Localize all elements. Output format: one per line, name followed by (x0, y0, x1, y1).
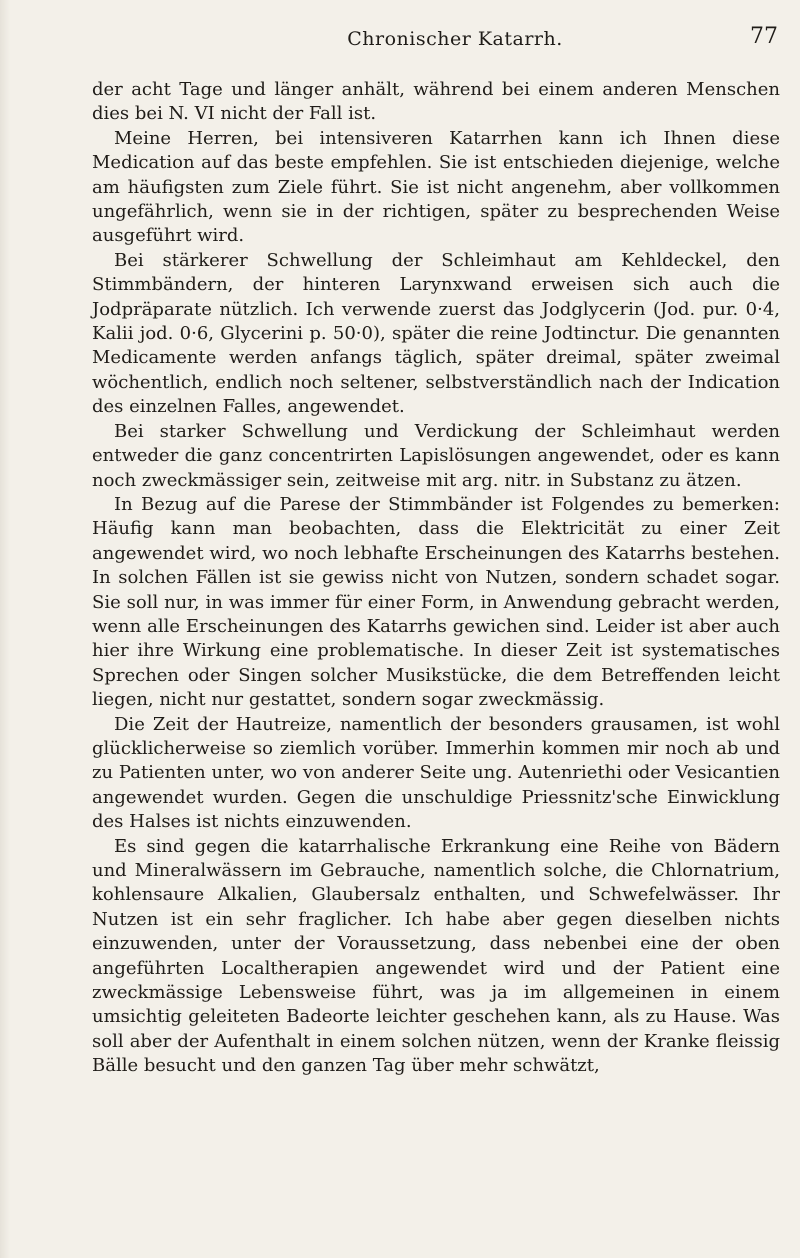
paragraph-medication: Meine Herren, bei intensiveren Katarrhen kann ich Ihnen diese Medication auf das beste empfehlen. Sie ist entschieden diejenige, welche am häufigsten zum Ziele führt. Sie ist nicht angenehm, aber vollkommen ungefährlich, wenn sie in der richtigen, später zu besprechenden Weise ausgeführt wird. (92, 127, 780, 247)
paragraph-lapisloesungen: Bei starker Schwellung und Verdickung der Schleimhaut werden entweder die ganz concentrirten Lapislösungen angewendet, oder es kann noch zweckmässiger sein, zeitweise mit arg. nitr. in Substanz zu ätzen. (92, 420, 780, 491)
running-title: Chronischer Katarrh. (347, 28, 563, 50)
paragraph-jod-praeparate: Bei stärkerer Schwellung der Schleimhaut am Kehldeckel, den Stimmbändern, der hinteren Larynxwand erweisen sich auch die Jodpräparate nützlich. Ich verwende zuerst das Jodglycerin (Jod. pur. 0·4, Kalii jod. 0·6, Glycerini p. 50·0), später die reine Jodtinctur. Die genannten Medicamente werden anfangs täglich, später dreimal, später zweimal wöchentlich, endlich noch seltener, selbstverständlich nach der Indication des einzelnen Falles, angewendet. (92, 249, 780, 418)
running-head (92, 24, 778, 58)
body-text (92, 78, 780, 1079)
page-number: 77 (750, 24, 778, 49)
paragraph-continuation: der acht Tage und länger anhält, während bei einem anderen Menschen dies bei N. VI nicht der Fall ist. (92, 79, 780, 125)
scan-edge-shadow (0, 0, 10, 1258)
paragraph-parese: In Bezug auf die Parese der Stimmbänder ist Folgendes zu bemerken: Häufig kann man beobachten, dass die Elektricität zu einer Zeit angewendet wird, wo noch lebhafte Erscheinungen des Katarrhs bestehen. In solchen Fällen ist sie gewiss nicht von Nutzen, sondern schadet sogar. Sie soll nur, in was immer für einer Form, in Anwendung gebracht werden, wenn alle Erscheinungen des Katarrhs gewichen sind. Leider ist aber auch hier ihre Wirkung eine problematische. In dieser Zeit ist systematisches Sprechen oder Singen solcher Musikstücke, die dem Betreffenden leicht liegen, nicht nur gestattet, sondern sogar zweckmässig. (92, 493, 780, 711)
paragraph-baeder: Es sind gegen die katarrhalische Erkrankung eine Reihe von Bädern und Mineralwässern im Gebrauche, namentlich solche, die Chlornatrium, kohlensaure Alkalien, Glaubersalz enthalten, und Schwefelwässer. Ihr Nutzen ist ein sehr fraglicher. Ich habe aber gegen dieselben nichts einzuwenden, unter der Voraussetzung, dass nebenbei eine der oben angeführten Localtherapien angewendet wird und der Patient eine zweckmässige Lebensweise führt, was ja im allgemeinen in einem umsichtig geleiteten Badeorte leichter geschehen kann, als zu Hause. Was soll aber der Aufenthalt in einem solchen nützen, wenn der Kranke fleissig Bälle besucht und den ganzen Tag über mehr schwätzt, (92, 835, 780, 1077)
paragraph-hautreize: Die Zeit der Hautreize, namentlich der besonders grausamen, ist wohl glücklicherweise so ziemlich vorüber. Immerhin kommen mir noch ab und zu Patienten unter, wo von anderer Seite ung. Autenriethi oder Vesicantien angewendet wurden. Gegen die unschuldige Priessnitz'sche Einwicklung des Halses ist nichts einzuwenden. (92, 713, 780, 833)
